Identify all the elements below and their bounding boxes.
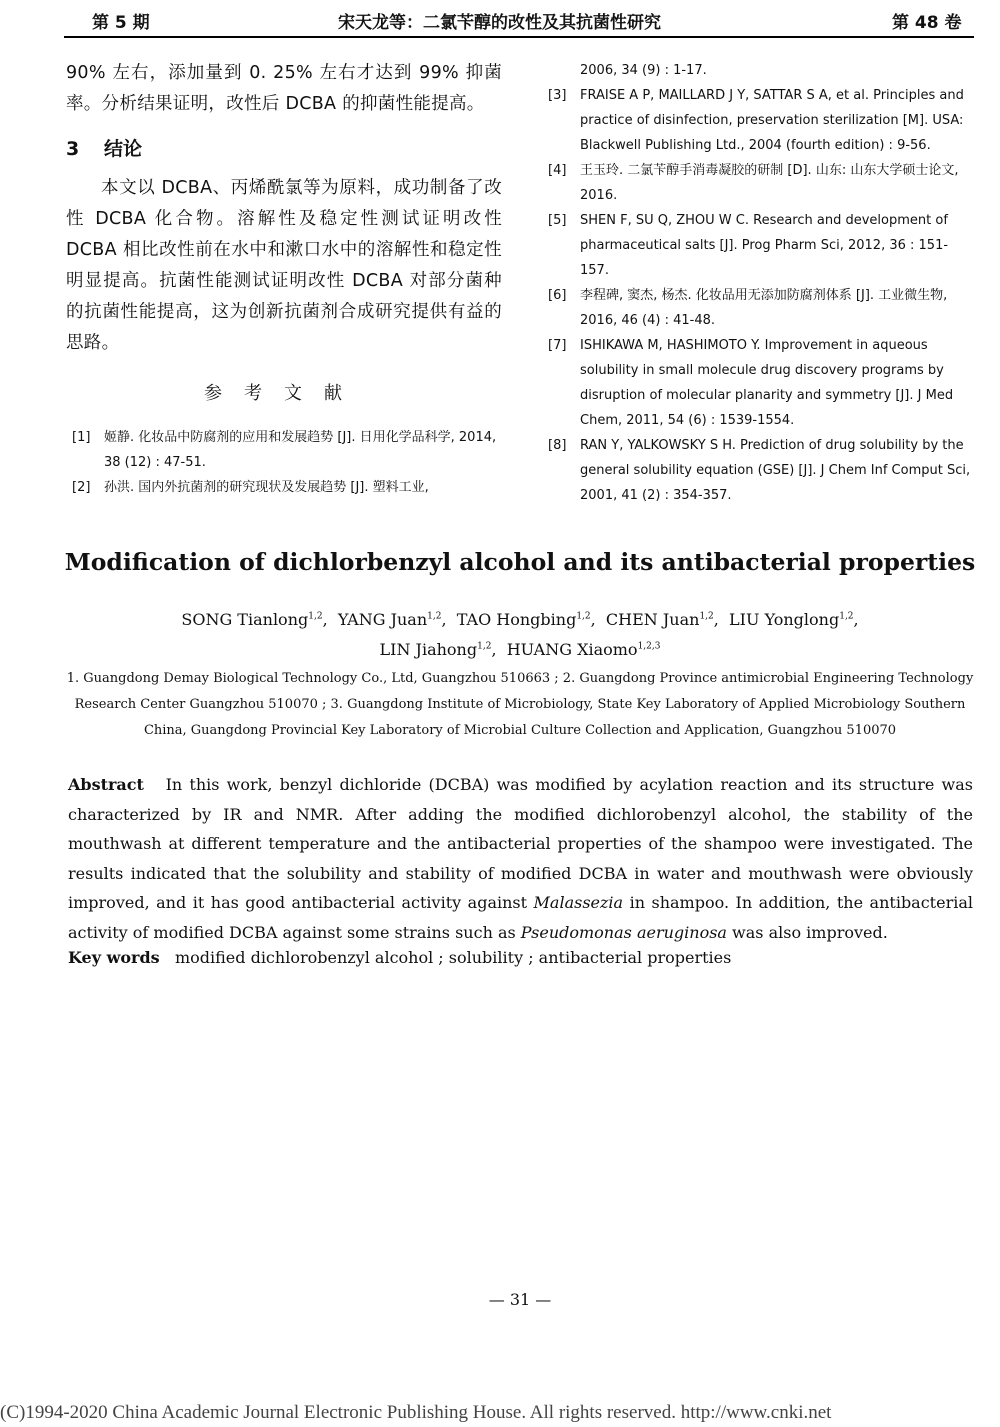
abstract-text: in shampoo. In addition, the antibacterial activity of modified DCBA against some strains such as: [68, 893, 973, 942]
author-affiliation-sup: 1,2: [427, 611, 442, 622]
reference-continuation: [548, 58, 974, 83]
affiliation-line-2: Research Center Guangzhou 510070 ; 3. Guangdong Institute of Microbiology, State Key Laboratory of Applied Microbiology Southern: [74, 697, 966, 712]
reference-number: [1]: [72, 430, 91, 445]
author-affiliation-sup: 1,2: [308, 611, 323, 622]
reference-item: [548, 433, 974, 508]
reference-number: [6]: [548, 288, 567, 303]
author-affiliation-sup: 1,2: [477, 641, 492, 652]
reference-number: [3]: [548, 88, 567, 103]
reference-text: 孙洪. 国内外抗菌剂的研究现状及发展趋势 [J]. 塑料工业,: [104, 480, 429, 495]
keywords-label: Key words: [68, 948, 160, 967]
author-name: CHEN Juan: [605, 610, 700, 629]
reference-number: [4]: [548, 163, 567, 178]
issue-number: 第 5 期: [92, 13, 150, 33]
abstract: [68, 770, 973, 948]
abstract-species: Pseudomonas aeruginosa: [520, 922, 727, 942]
section-number: 3: [66, 138, 80, 160]
reference-text: SHEN F, SU Q, ZHOU W C. Research and development of pharmaceutical salts [J]. Prog Pharm Sci, 2012, 36 : 151-157.: [580, 213, 949, 278]
author-affiliation-sup: 1,2,3: [637, 641, 661, 652]
authors-line-2: LIN Jiahong$^{1,2}$, HUANG Xiaomo$^{1,2,3}$: [379, 640, 661, 659]
author-name: LIN Jiahong: [379, 640, 478, 659]
reference-number: [7]: [548, 338, 567, 353]
affiliation-line-1: 1. Guangdong Demay Biological Technology Co., Ltd, Guangzhou 510663 ; 2. Guangdong Province antimicrobial Engineering Technology: [66, 671, 974, 686]
header-rule: [64, 36, 974, 38]
right-column: [548, 58, 974, 508]
left-column: [66, 58, 502, 500]
section-title: 结论: [104, 138, 143, 160]
running-title: 宋天龙等：二氯苄醇的改性及其抗菌性研究: [338, 13, 661, 33]
affiliation-line-3: China, Guangdong Provincial Key Laboratory of Microbial Culture Collection and Application, Guangzhou 510070: [143, 723, 897, 738]
page-number: — 31 —: [488, 1290, 552, 1309]
keywords-text: modified dichlorobenzyl alcohol ; solubility ; antibacterial properties: [174, 948, 732, 967]
reference-number: [2]: [72, 480, 91, 495]
reference-item: [548, 158, 974, 208]
abstract-text: In this work, benzyl dichloride (DCBA) was modified by acylation reaction and its structure was characterized by IR and NMR. After adding the modified dichlorobenzyl alcohol, the stability of the mouthwash at different temperature and the antibacterial properties of the shampoo were investigated. The results indicated that the solubility and stability of modified DCBA in water and mouthwash were obviously improved, and it has good antibacterial activity against: [68, 775, 973, 913]
authors-line-1: SONG Tianlong$^{1,2}$, YANG Juan$^{1,2}$, TAO Hongbing$^{1,2}$, CHEN Juan$^{1,2}$, LIU Yonglong$^{1,2}$,: [181, 610, 859, 629]
reference-item: [548, 333, 974, 433]
author-name: HUANG Xiaomo: [506, 640, 638, 659]
reference-text: 王玉玲. 二氯苄醇手消毒凝胶的研制 [D]. 山东: 山东大学硕士论文, 2016.: [580, 163, 959, 203]
author-name: SONG Tianlong: [181, 610, 309, 629]
references-title: 参考文献: [204, 383, 364, 404]
author-affiliation-sup: 1,2: [576, 611, 591, 622]
author-name: LIU Yonglong: [729, 610, 840, 629]
reference-item: [548, 83, 974, 158]
author-affiliation-sup: 1,2: [839, 611, 854, 622]
reference-number: [8]: [548, 438, 567, 453]
abstract-text: was also improved.: [726, 922, 888, 942]
reference-text: 李程碑, 窦杰, 杨杰. 化妆品用无添加防腐剂体系 [J]. 工业微生物, 2016, 46 (4) : 41-48.: [580, 288, 948, 328]
reference-text: FRAISE A P, MAILLARD J Y, SATTAR S A, et al. Principles and practice of disinfection, preservation sterilization [M]. USA: Blackwell Publishing Ltd., 2004 (fourth edition) : 9-56.: [580, 88, 964, 153]
continued-paragraph: 90% 左右，添加量到 0. 25% 左右才达到 99% 抑菌率。分析结果证明，改性后 DCBA 的抑菌性能提高。: [66, 63, 502, 114]
english-title: Modification of dichlorbenzyl alcohol and its antibacterial properties: [64, 548, 976, 576]
reference-text: 姬静. 化妆品中防腐剂的应用和发展趋势 [J]. 日用化学品科学, 2014, 38 (12) : 47-51.: [104, 430, 497, 470]
section-heading: [66, 134, 502, 161]
author-name: TAO Hongbing: [456, 610, 577, 629]
reference-text: 2006, 34 (9) : 1-17.: [580, 63, 707, 78]
reference-item: [66, 425, 502, 475]
reference-item: [548, 208, 974, 283]
reference-text: ISHIKAWA M, HASHIMOTO Y. Improvement in aqueous solubility in small molecule drug discovery programs by disruption of molecular planarity and symmetry [J]. J Med Chem, 2011, 54 (6) : 1539-1554.: [580, 338, 954, 428]
author-affiliation-sup: 1,2: [699, 611, 714, 622]
reference-item: [548, 283, 974, 333]
conclusion-paragraph: 本文以 DCBA、丙烯酰氯等为原料，成功制备了改性 DCBA 化合物。溶解性及稳定性测试证明改性 DCBA 相比改性前在水中和漱口水中的溶解性和稳定性明显提高。抗菌性能测试证明改性 DCBA 对部分菌种的抗菌性能提高，这为创新抗菌剂合成研究提供有益的思路。: [66, 178, 502, 353]
author-name: YANG Juan: [337, 610, 428, 629]
copyright-footer: (C)1994-2020 China Academic Journal Electronic Publishing House. All rights reserved. http://www.cnki.net: [0, 1402, 832, 1423]
keywords: [68, 948, 973, 967]
reference-item: [66, 475, 502, 500]
reference-number: [5]: [548, 213, 567, 228]
abstract-species: Malassezia: [533, 893, 624, 913]
volume-number: 第 48 卷: [892, 13, 962, 33]
abstract-label: Abstract: [68, 775, 144, 794]
reference-text: RAN Y, YALKOWSKY S H. Prediction of drug solubility by the general solubility equation (GSE) [J]. J Chem Inf Comput Sci, 2001, 41 (2) : 354-357.: [580, 438, 971, 503]
